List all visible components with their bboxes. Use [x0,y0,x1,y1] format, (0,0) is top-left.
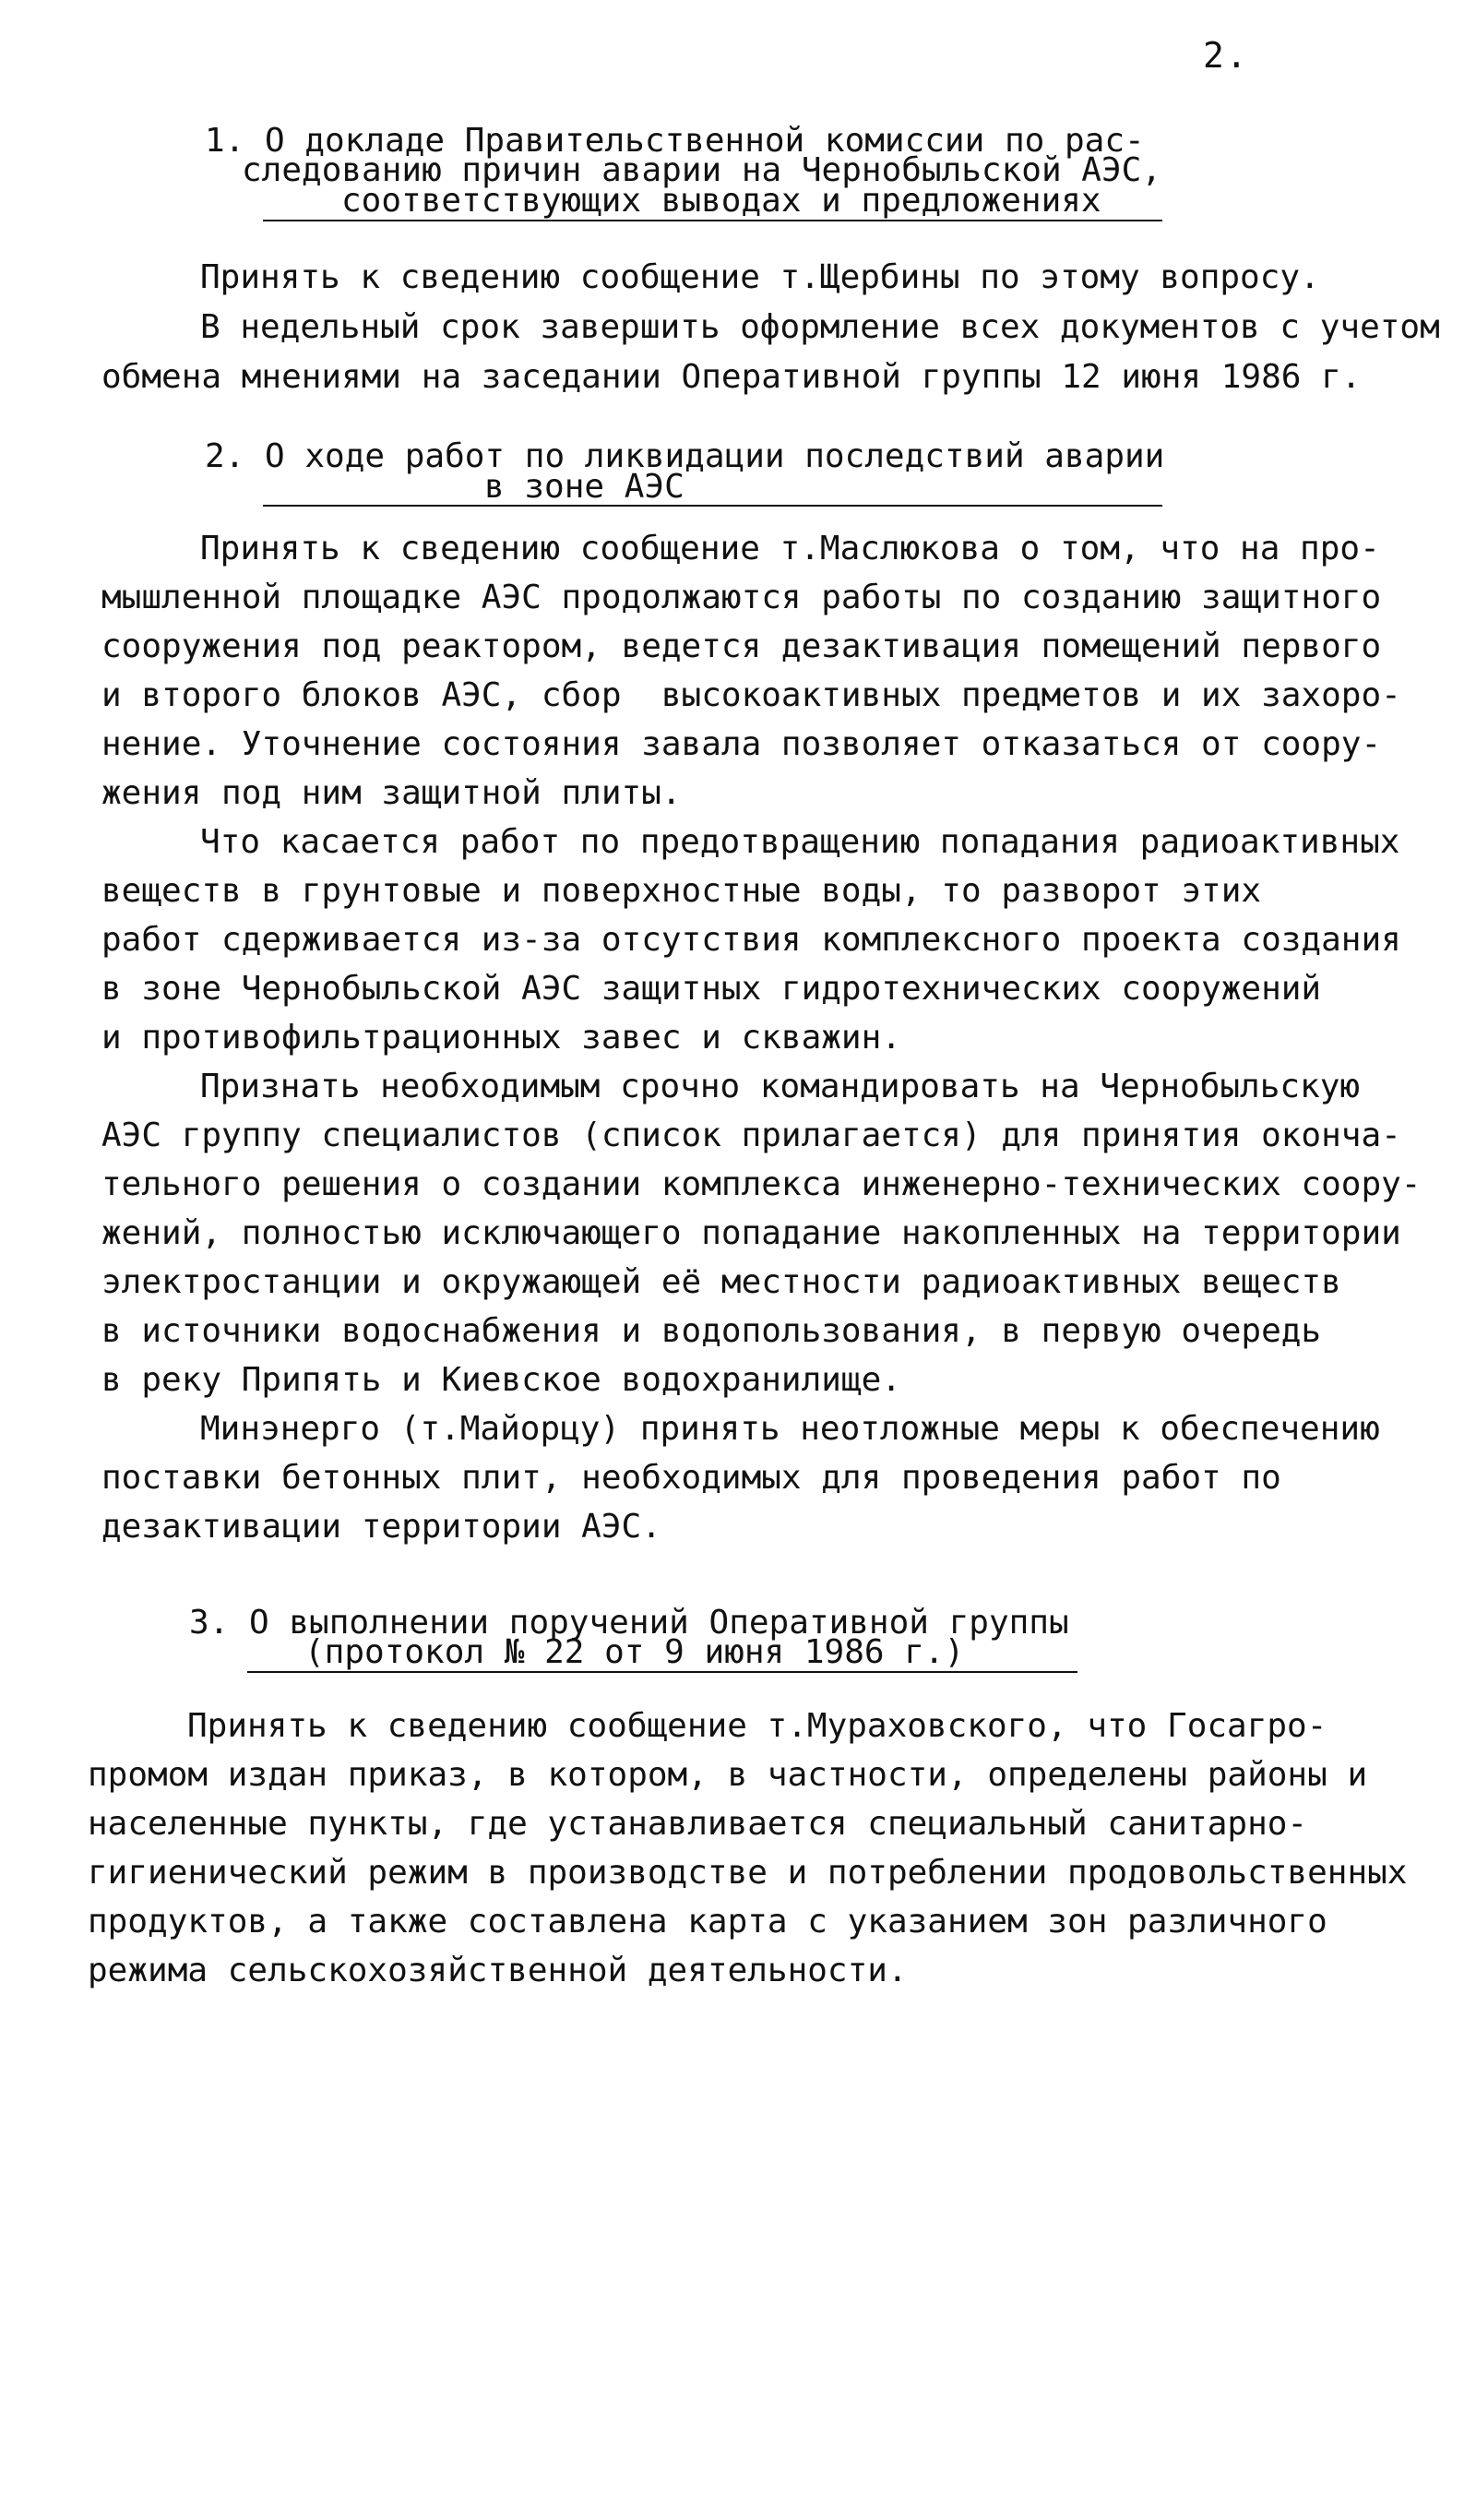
section-heading-line: следованию причин аварии на Чернобыльской АЭС, [242,151,1161,189]
paragraph-line: электростанции и окружающей её местности радиоактивных веществ [101,1263,1341,1301]
paragraph-line: Принять к сведению сообщение т.Маслюкова о том, что на про- [200,530,1380,567]
heading-underline [263,505,1162,507]
section-heading-line: соответствующих выводах и предложениях [341,182,1101,220]
section-heading-line: в зоне АЭС [484,468,684,506]
section-heading-line: 3. О выполнении поручений Оперативной группы [189,1604,1069,1642]
paragraph-line: продуктов, а также составлена карта с указанием зон различного [88,1903,1327,1941]
paragraph-line: АЭС группу специалистов (список прилагается) для принятия оконча- [101,1117,1401,1154]
paragraph-line: и противофильтрационных завес и скважин. [101,1019,901,1057]
paragraph-line: Минэнерго (т.Майорцу) принять неотложные меры к обеспечению [200,1410,1380,1448]
paragraph-line: в зоне Чернобыльской АЭС защитных гидротехнических сооружений [101,970,1322,1008]
paragraph-line: и второго блоков АЭС, сбор высокоактивных предметов и их захоро- [101,676,1401,714]
paragraph-line: Принять к сведению сообщение т.Мураховского, что Госагро- [187,1707,1327,1745]
paragraph-line: жений, полностью исключающего попадание накопленных на территории [101,1214,1401,1252]
heading-underline [263,220,1162,221]
section-heading-line: 1. О докладе Правительственной комиссии по рас- [205,122,1145,160]
paragraph-line: в источники водоснабжения и водопользования, в первую очередь [101,1312,1322,1350]
paragraph-line: В недельный срок завершить оформление всех документов с учетом [200,308,1440,346]
paragraph-line: работ сдерживается из-за отсутствия комплексного проекта создания [101,921,1401,959]
paragraph-line: нение. Уточнение состояния завала позволяет отказаться от соору- [101,725,1382,763]
paragraph-line: тельного решения о создании комплекса инженерно-технических соору- [101,1165,1422,1203]
paragraph-line: Что касается работ по предотвращению попадания радиоактивных [200,823,1400,861]
paragraph-line: жения под ним защитной плиты. [101,774,682,812]
paragraph-line: сооружения под реактором, ведется дезактивация помещений первого [101,627,1382,665]
paragraph-line: веществ в грунтовые и поверхностные воды, то разворот этих [101,872,1262,910]
paragraph-line: режима сельскохозяйственной деятельности. [88,1952,908,1989]
paragraph-line: поставки бетонных плит, необходимых для проведения работ по [101,1459,1281,1497]
section-heading-line: 2. О ходе работ по ликвидации последствий аварии [205,437,1165,475]
paragraph-line: гигиенический режим в производстве и потреблении продовольственных [88,1854,1408,1892]
paragraph-line: промом издан приказ, в котором, в частности, определены районы и [88,1756,1368,1794]
section-heading-line: (протокол № 22 от 9 июня 1986 г.) [304,1633,965,1671]
paragraph-line: дезактивации территории АЭС. [101,1508,661,1546]
paragraph-line: Признать необходимым срочно командировать на Чернобыльскую [200,1068,1361,1105]
paragraph-line: Принять к сведению сообщение т.Щербины по этому вопросу. [200,258,1320,296]
paragraph-line: в реку Припять и Киевское водохранилище. [101,1361,901,1399]
page-number: 2. [1203,35,1249,76]
heading-underline [247,1671,1077,1673]
paragraph-line: населенные пункты, где устанавливается специальный санитарно- [88,1805,1308,1843]
paragraph-line: мышленной площадке АЭС продолжаются работы по созданию защитного [101,579,1382,616]
paragraph-line: обмена мнениями на заседании Оперативной группы 12 июня 1986 г. [101,358,1362,396]
